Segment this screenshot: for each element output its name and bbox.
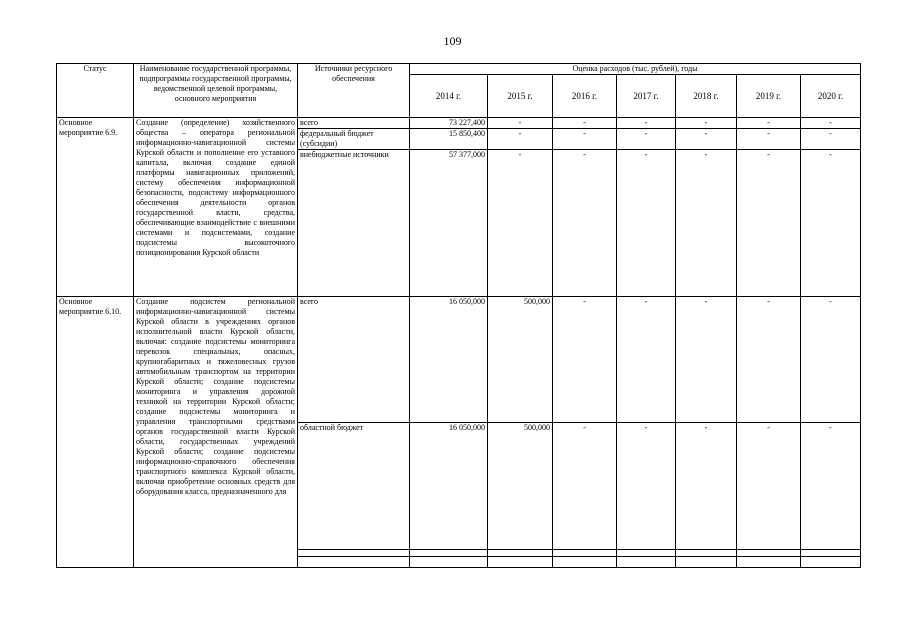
value-cell: - xyxy=(617,423,676,549)
empty-cell xyxy=(488,549,553,556)
value-cell: - xyxy=(553,150,617,297)
source-cell: федеральный бюджет (субсидии) xyxy=(298,129,410,150)
value-cell: - xyxy=(676,129,737,150)
value-cell: - xyxy=(553,423,617,549)
value-cell: - xyxy=(617,297,676,423)
header-year: 2018 г. xyxy=(676,75,737,118)
status-cell: Основное мероприятие 6.10. xyxy=(57,297,134,568)
value-cell: - xyxy=(676,423,737,549)
value-cell: - xyxy=(737,118,801,129)
value-cell: - xyxy=(801,150,861,297)
header-year: 2017 г. xyxy=(617,75,676,118)
empty-cell xyxy=(737,556,801,568)
value-cell: 57 377,000 xyxy=(410,150,488,297)
value-cell: - xyxy=(801,118,861,129)
value-cell: - xyxy=(737,423,801,549)
empty-cell xyxy=(737,549,801,556)
budget-table xyxy=(56,63,861,568)
value-cell: - xyxy=(488,150,553,297)
empty-cell xyxy=(298,549,410,556)
value-cell: - xyxy=(617,129,676,150)
table-row xyxy=(57,297,861,423)
value-cell: 15 850,400 xyxy=(410,129,488,150)
header-year: 2019 г. xyxy=(737,75,801,118)
value-cell: - xyxy=(737,150,801,297)
empty-cell xyxy=(410,556,488,568)
value-cell: - xyxy=(676,118,737,129)
value-cell: - xyxy=(801,129,861,150)
empty-cell xyxy=(617,549,676,556)
empty-cell xyxy=(298,556,410,568)
value-cell: - xyxy=(617,150,676,297)
header-estimate: Оценка расходов (тыс. рублей), годы xyxy=(410,64,861,75)
source-cell: областной бюджет xyxy=(298,423,410,549)
header-row xyxy=(57,64,861,75)
empty-cell xyxy=(676,549,737,556)
name-cell: Создание подсистем региональной информационно-навигационной системы Курской области в учреждениях органов исполнительной власти Курской области, включая: создание подсистемы мониторинга перевозок специальных, опасных, крупногабаритных и тяжеловесных грузов автомобильным транспортом на территории Курской области; создание подсистемы мониторинга и управления дорожной техникой на территории Курской области; создание подсистемы мониторинга и управления транспортными средствами органов государственной власти Курской области, государственных учреждений Курской области; создание подсистемы информационно-справочного обеспечения транспортного комплекса Курской области, включая приобретение основных средств для оборудования класса, предназначенного для xyxy=(134,297,298,568)
status-cell: Основное мероприятие 6.9. xyxy=(57,118,134,297)
value-cell: - xyxy=(676,150,737,297)
value-cell: 500,000 xyxy=(488,297,553,423)
source-cell: внебюджетные источники xyxy=(298,150,410,297)
value-cell: - xyxy=(488,129,553,150)
name-cell: Создание (определение) хозяйственного общества – оператора региональной информационно-навигационной системы Курской области и пополнение его уставного капитала, включая создание единой платформы навигационных приложений, систему обеспечения информационной безопасности, подсистему информационного обеспечения деятельности органов государственной власти, средства, обеспечивающие взаимодействие с внешними системами и подсистемами, создание подсистемы высокоточного позиционирования Курской области xyxy=(134,118,298,297)
value-cell: - xyxy=(801,423,861,549)
value-cell: - xyxy=(676,297,737,423)
value-cell: - xyxy=(488,118,553,129)
source-cell: всего xyxy=(298,297,410,423)
empty-cell xyxy=(553,556,617,568)
empty-cell xyxy=(410,549,488,556)
value-cell: - xyxy=(553,118,617,129)
value-cell: - xyxy=(737,129,801,150)
header-year: 2015 г. xyxy=(488,75,553,118)
header-name: Наименование государственной программы, подпрограммы государственной программы, ведомственной целевой программы, основного мероприятия xyxy=(134,64,298,118)
value-cell: - xyxy=(553,297,617,423)
table-row xyxy=(57,118,861,129)
header-year: 2016 г. xyxy=(553,75,617,118)
value-cell: - xyxy=(801,297,861,423)
value-cell: - xyxy=(553,129,617,150)
empty-cell xyxy=(553,549,617,556)
value-cell: 16 050,000 xyxy=(410,423,488,549)
source-cell: всего xyxy=(298,118,410,129)
value-cell: - xyxy=(617,118,676,129)
empty-cell xyxy=(617,556,676,568)
value-cell: 73 227,400 xyxy=(410,118,488,129)
header-status: Статус xyxy=(57,64,134,118)
header-source: Источники ресурсного обеспечения xyxy=(298,64,410,118)
empty-cell xyxy=(801,549,861,556)
header-year: 2020 г. xyxy=(801,75,861,118)
value-cell: - xyxy=(737,297,801,423)
empty-cell xyxy=(801,556,861,568)
empty-cell xyxy=(676,556,737,568)
page-number: 109 xyxy=(443,34,462,48)
value-cell: 16 050,000 xyxy=(410,297,488,423)
empty-cell xyxy=(488,556,553,568)
header-year: 2014 г. xyxy=(410,75,488,118)
value-cell: 500,000 xyxy=(488,423,553,549)
